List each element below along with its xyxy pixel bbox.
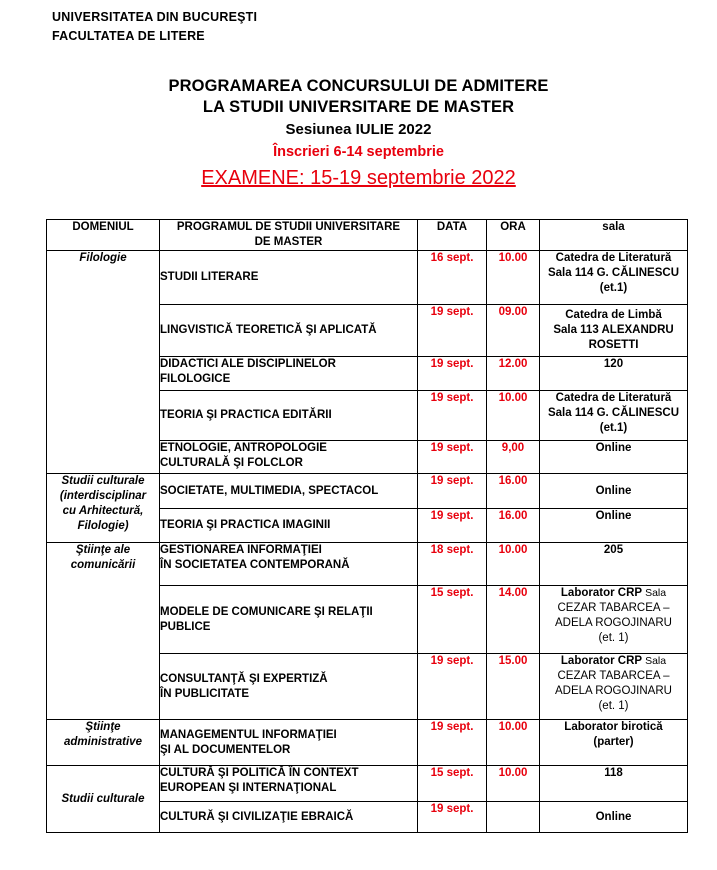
- room-cell: [540, 305, 688, 357]
- room-cell-line: CEZAR TABARCEA –: [557, 602, 670, 614]
- room-lab-name: Laborator CRP: [560, 587, 642, 599]
- domain-cell-line: Ştiinţe: [85, 721, 121, 733]
- program-cell: [160, 586, 418, 654]
- domain-cell-line: Ştiinţe ale: [75, 544, 131, 556]
- room-cell-line: 120: [603, 358, 624, 370]
- column-header-room: sala: [540, 220, 688, 251]
- date-cell: 16 sept.: [418, 251, 487, 305]
- room-cell: [540, 654, 688, 720]
- room-cell-line: Online: [595, 484, 632, 497]
- room-cell: [540, 766, 688, 802]
- room-cell-line: Catedra de Limbă: [565, 309, 662, 321]
- exam-dates: EXAMENE: 15-19 septembrie 2022: [201, 167, 516, 189]
- column-header-date: DATA: [418, 220, 487, 251]
- date-cell: 19 sept.: [418, 391, 487, 441]
- domain-cell-line: Studii culturale: [61, 475, 145, 487]
- room-cell: [540, 720, 688, 766]
- program-cell: [160, 509, 418, 543]
- table-header: [47, 220, 688, 251]
- hour-cell: [487, 802, 540, 833]
- room-cell-line: Online: [595, 810, 632, 823]
- room-cell-line: (et. 1): [598, 632, 629, 644]
- room-cell-line: ADELA ROGOJINARU: [555, 617, 672, 629]
- hour-cell: 10.00: [487, 766, 540, 802]
- room-cell: [540, 251, 688, 305]
- date-cell: 19 sept.: [418, 654, 487, 720]
- room-cell-line: ADELA ROGOJINARU: [555, 685, 672, 697]
- room-lab-suffix: Sala: [645, 587, 667, 599]
- program-cell-line: MANAGEMENTUL INFORMAŢIEI: [160, 728, 337, 741]
- table-row: [47, 720, 688, 766]
- hour-cell: 10.00: [487, 543, 540, 586]
- program-cell-line: EUROPEAN ŞI INTERNAŢIONAL: [160, 782, 337, 794]
- registration-dates: Înscrieri 6-14 septembrie: [273, 144, 444, 160]
- program-cell-line: ÎN SOCIETATEA CONTEMPORANĂ: [160, 559, 350, 571]
- table-row: [47, 251, 688, 305]
- program-cell-line: TEORIA ŞI PRACTICA IMAGINII: [160, 519, 331, 531]
- column-header-domain: DOMENIUL: [47, 220, 160, 251]
- title-line-2: LA STUDII UNIVERSITARE DE MASTER: [202, 98, 515, 116]
- room-cell-line: Sala 113 ALEXANDRU: [553, 324, 674, 336]
- room-cell: [540, 802, 688, 833]
- program-cell-line: ÎN PUBLICITATE: [160, 687, 250, 700]
- program-cell: [160, 305, 418, 357]
- room-cell: [540, 391, 688, 441]
- room-cell-line: (parter): [593, 736, 634, 748]
- program-cell: [160, 357, 418, 391]
- room-cell-line: Sala 114 G. CĂLINESCU: [547, 267, 680, 279]
- column-header-program-line2: DE MASTER: [254, 236, 323, 248]
- hour-cell: 10.00: [487, 391, 540, 441]
- room-lab-suffix: Sala: [645, 655, 667, 667]
- hour-cell: 12.00: [487, 357, 540, 391]
- room-cell: [540, 509, 688, 543]
- room-cell-line: (et. 1): [598, 700, 629, 712]
- room-cell-line: CEZAR TABARCEA –: [557, 670, 670, 682]
- program-cell-line: MODELE DE COMUNICARE ŞI RELAŢII: [160, 605, 373, 618]
- program-cell: [160, 251, 418, 305]
- schedule-table: [46, 219, 688, 833]
- room-cell-line: Online: [595, 442, 632, 454]
- hour-cell: 16.00: [487, 509, 540, 543]
- schedule-table-container: [46, 219, 687, 833]
- column-header-program: [160, 220, 418, 251]
- room-cell-line: Laborator birotică: [564, 721, 663, 733]
- room-cell: [540, 474, 688, 509]
- program-cell-line: ŞI AL DOCUMENTELOR: [160, 743, 291, 756]
- title-line-1: PROGRAMAREA CONCURSULUI DE ADMITERE: [168, 77, 549, 95]
- hour-cell: 16.00: [487, 474, 540, 509]
- date-cell: 15 sept.: [418, 586, 487, 654]
- domain-cell-line: Filologie): [77, 520, 129, 532]
- program-cell-line: FILOLOGICE: [160, 373, 231, 385]
- hour-cell: 14.00: [487, 586, 540, 654]
- program-cell: [160, 802, 418, 833]
- table-row: [47, 543, 688, 586]
- room-cell: [540, 586, 688, 654]
- domain-cell: Filologie: [47, 251, 160, 474]
- program-cell: [160, 441, 418, 474]
- room-cell-line: Online: [595, 510, 632, 522]
- room-cell-line: Sala 114 G. CĂLINESCU: [547, 407, 680, 419]
- program-cell-line: SOCIETATE, MULTIMEDIA, SPECTACOL: [160, 484, 379, 497]
- domain-cell: [47, 543, 160, 720]
- room-cell-line: (et.1): [599, 422, 628, 434]
- program-cell: [160, 543, 418, 586]
- program-cell: [160, 766, 418, 802]
- domain-cell: [47, 766, 160, 833]
- room-cell-line: ROSETTI: [588, 339, 639, 351]
- letterhead: [52, 8, 257, 46]
- program-cell-line: STUDII LITERARE: [160, 271, 259, 283]
- table-body: [47, 251, 688, 833]
- domain-cell-line: Studii culturale: [61, 792, 145, 805]
- program-cell-line: PUBLICE: [160, 620, 211, 633]
- program-cell-line: CULTURALĂ ŞI FOLCLOR: [160, 457, 303, 469]
- room-cell-line: Catedra de Literatură: [555, 392, 672, 404]
- date-cell: 19 sept.: [418, 441, 487, 474]
- date-cell: 19 sept.: [418, 720, 487, 766]
- program-cell-line: LINGVISTICĂ TEORETICĂ ŞI APLICATĂ: [160, 324, 377, 336]
- room-cell-line: 118: [604, 767, 623, 779]
- program-cell: [160, 720, 418, 766]
- date-cell: 15 sept.: [418, 766, 487, 802]
- room-cell: [540, 441, 688, 474]
- date-cell: 18 sept.: [418, 543, 487, 586]
- program-cell-line: TEORIA ŞI PRACTICA EDITĂRII: [160, 409, 332, 421]
- header-row: [47, 220, 688, 251]
- domain-cell-line: administrative: [64, 736, 142, 748]
- column-header-program-line1: PROGRAMUL DE STUDII UNIVERSITARE: [176, 221, 401, 233]
- program-cell-line: DIDACTICI ALE DISCIPLINELOR: [160, 358, 336, 370]
- program-cell-line: CULTURĂ ŞI POLITICĂ ÎN CONTEXT: [160, 767, 359, 779]
- program-cell: [160, 474, 418, 509]
- date-cell: 19 sept.: [418, 305, 487, 357]
- program-cell: [160, 391, 418, 441]
- university-name: UNIVERSITATEA DIN BUCUREŞTI: [52, 10, 258, 24]
- session-line: Sesiunea IULIE 2022: [285, 121, 432, 138]
- title-block: [0, 76, 717, 191]
- room-cell-line: Catedra de Literatură: [555, 252, 672, 264]
- program-cell: [160, 654, 418, 720]
- table-row: [47, 766, 688, 802]
- date-cell: 19 sept.: [418, 509, 487, 543]
- hour-cell: 9,00: [487, 441, 540, 474]
- domain-cell: [47, 474, 160, 543]
- program-cell-line: CONSULTANŢĂ ŞI EXPERTIZĂ: [160, 672, 328, 685]
- hour-cell: 09.00: [487, 305, 540, 357]
- room-cell-line: 205: [603, 544, 624, 556]
- program-cell-line: GESTIONAREA INFORMAŢIEI: [160, 544, 322, 556]
- domain-cell: [47, 720, 160, 766]
- program-cell-line: ETNOLOGIE, ANTROPOLOGIE: [160, 442, 327, 454]
- room-lab-name: Laborator CRP: [560, 655, 642, 667]
- date-cell: 19 sept.: [418, 802, 487, 833]
- hour-cell: 10.00: [487, 251, 540, 305]
- room-cell: [540, 543, 688, 586]
- domain-cell-line: comunicării: [70, 559, 136, 571]
- table-row: [47, 474, 688, 509]
- domain-cell-line: cu Arhitectură,: [62, 505, 144, 517]
- faculty-name: FACULTATEA DE LITERE: [52, 29, 205, 43]
- hour-cell: 15.00: [487, 654, 540, 720]
- domain-cell-line: (interdisciplinar: [59, 490, 147, 502]
- room-cell-line: (et.1): [599, 282, 628, 294]
- room-cell: [540, 357, 688, 391]
- hour-cell: 10.00: [487, 720, 540, 766]
- program-cell-line: CULTURĂ ŞI CIVILIZAŢIE EBRAICĂ: [160, 810, 354, 823]
- column-header-hour: ORA: [487, 220, 540, 251]
- date-cell: 19 sept.: [418, 357, 487, 391]
- date-cell: 19 sept.: [418, 474, 487, 509]
